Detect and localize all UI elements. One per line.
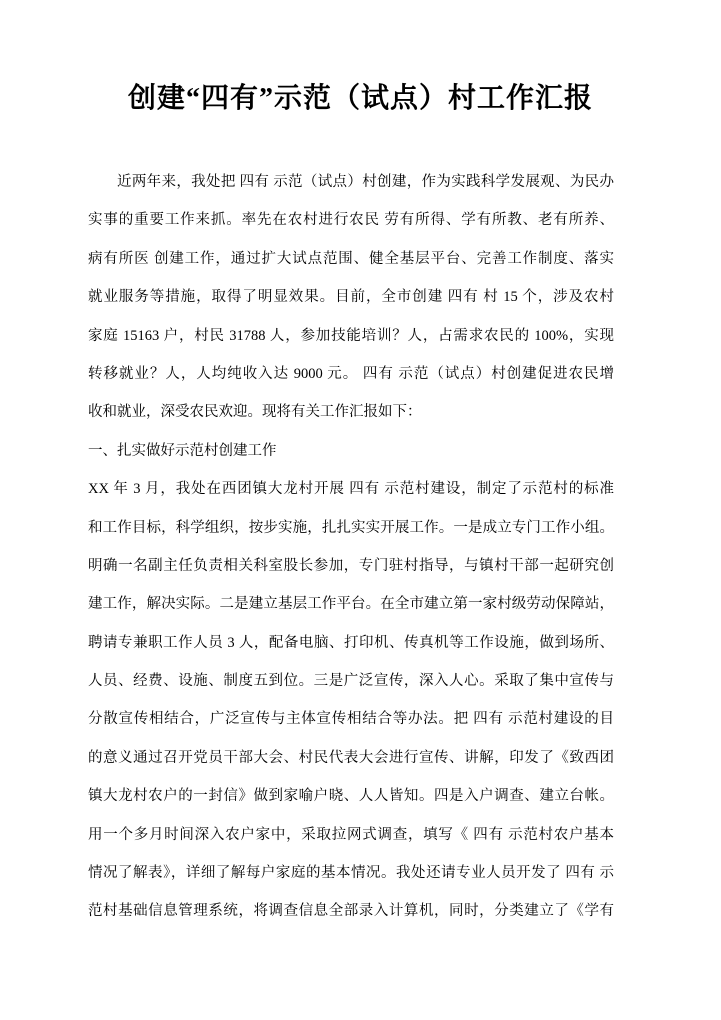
- text-line: 近两年来，我处把 四有 示范（试点）村创建，作为实践科学发展观、为民办: [117, 174, 614, 190]
- text-line: 聘请专兼职工作人员 3 人，配备电脑、打印机、传真机等工作设施，做到场所、: [88, 634, 614, 651]
- text-line: 情况了解表》，详细了解每户家庭的基本情况。我处还请专业人员开发了 四有 示: [88, 865, 614, 882]
- text-line: 用一个多月时间深入农户家中，采取拉网式调查，填写《 四有 示范村农户基本: [88, 826, 614, 843]
- paragraph-intro: [88, 163, 614, 432]
- text-line: 明确一名副主任负责相关科室股长参加，专门驻村指导，与镇村干部一起研究创: [88, 557, 614, 574]
- document-body: [88, 163, 614, 931]
- text-line: 病有所医 创建工作，通过扩大试点范围、健全基层平台、完善工作制度、落实: [88, 250, 614, 267]
- text-line: 镇大龙村农户的一封信》做到家喻户晓、人人皆知。四是入户调查、建立台帐。: [88, 788, 614, 805]
- document-title: 创建“四有”示范（试点）村工作汇报: [127, 83, 593, 114]
- text-line: 建工作，解决实际。二是建立基层工作平台。在全市建立第一家村级劳动保障站，: [88, 596, 614, 613]
- text-line: 实事的重要工作来抓。率先在农村进行农民 劳有所得、学有所教、老有所养、: [88, 212, 614, 229]
- text-line: 的意义通过召开党员干部大会、村民代表大会进行宣传、讲解，印发了《致西团: [88, 749, 614, 766]
- text-line: 人员、经费、设施、制度五到位。三是广泛宣传，深入人心。采取了集中宣传与: [88, 673, 614, 690]
- text-line: 一、扎实做好示范村创建工作: [88, 442, 277, 459]
- section-heading: [88, 432, 614, 470]
- text-line: 家庭 15163 户，村民 31788 人，参加技能培训？人，占需求农民的 100%，实现: [88, 327, 614, 344]
- text-line: 就业服务等措施，取得了明显效果。目前，全市创建 四有 村 15 个，涉及农村: [88, 289, 614, 306]
- text-line: 分散宣传相结合，广泛宣传与主体宣传相结合等办法。把 四有 示范村建设的目: [88, 711, 614, 728]
- text-line: 和工作目标，科学组织，按步实施，扎扎实实开展工作。一是成立专门工作小组。: [88, 519, 614, 536]
- text-line: 范村基础信息管理系统，将调查信息全部录入计算机，同时，分类建立了《学有: [88, 903, 614, 920]
- text-line: XX 年 3 月，我处在西团镇大龙村开展 四有 示范村建设，制定了示范村的标准: [88, 481, 614, 498]
- text-line: 转移就业？人，人均纯收入达 9000 元。 四有 示范（试点）村创建促进农民增: [88, 365, 614, 382]
- paragraph-section-body: [88, 470, 614, 931]
- text-line: 收和就业，深受农民欢迎。现将有关工作汇报如下：: [88, 404, 422, 421]
